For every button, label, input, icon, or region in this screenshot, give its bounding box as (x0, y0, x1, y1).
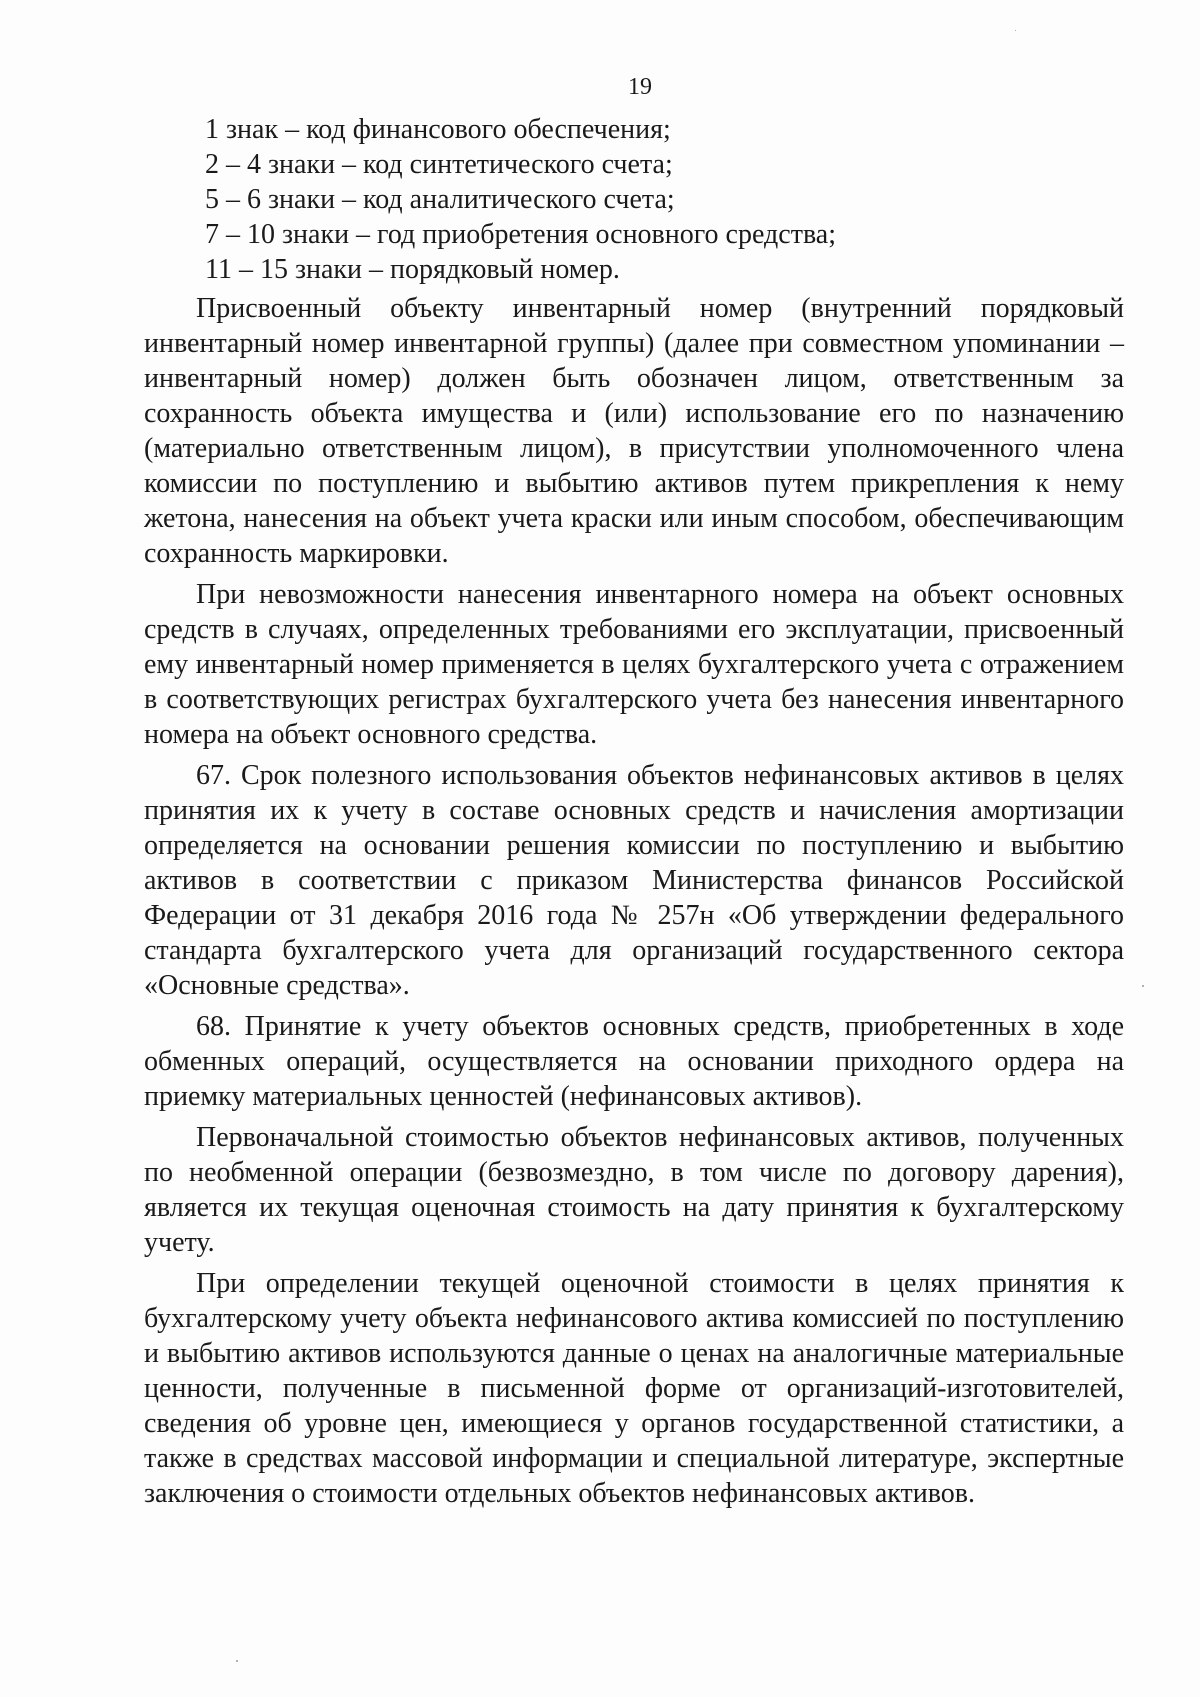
list-item: 7 – 10 знаки – год приобретения основного средства; (205, 219, 836, 250)
paragraph-68-acceptance: 68. Принятие к учету объектов основных средств, приобретенных в ходе обменных операций, осуществляется на основании приходного ордера на приемку материальных ценностей (нефинансовых активов). (144, 1011, 1124, 1112)
page-number: 19 (628, 74, 652, 100)
paragraph-initial-cost: Первоначальной стоимостью объектов нефинансовых активов, полученных по необменной операции (безвозмездно, в том числе по договору дарения), является их текущая оценочная стоимость на дату принятия к бухгалтерскому учету. (144, 1122, 1124, 1258)
paragraph-67-useful-life: 67. Срок полезного использования объектов нефинансовых активов в целях принятия их к учету в составе основных средств и начисления амортизации определяется на основании решения комиссии по поступлению и выбытию активов в соответствии с приказом Министерства финансов Российской Федерации от 31 декабря 2016 года № 257н «Об утверждении федерального стандарта бухгалтерского учета для организаций государственного сектора «Основные средства». (144, 760, 1124, 1001)
list-item: 5 – 6 знаки – код аналитического счета; (205, 184, 675, 215)
paragraph-inventory-number-impossible: При невозможности нанесения инвентарного номера на объект основных средств в случаях, определенных требованиями его эксплуатации, присвоенный ему инвентарный номер применяется в целях бухгалтерского учета с отражением в соответствующих регистрах бухгалтерского учета без нанесения инвентарного номера на объект основного средства. (144, 579, 1124, 750)
paragraph-inventory-number-marking: Присвоенный объекту инвентарный номер (внутренний порядковый инвентарный номер инвентарной группы) (далее при совместном упоминании – инвентарный номер) должен быть обозначен лицом, ответственным за сохранность объекта имущества и (или) использование его по назначению (материально ответственным лицом), в присутствии уполномоченного члена комиссии по поступлению и выбытию активов путем прикрепления к нему жетона, нанесения на объект учета краски или иным способом, обеспечивающим сохранность маркировки. (144, 293, 1124, 569)
list-item: 2 – 4 знаки – код синтетического счета; (205, 149, 673, 180)
scan-speck (1015, 30, 1016, 31)
list-item: 11 – 15 знаки – порядковый номер. (205, 254, 620, 285)
paragraph-current-valuation: При определении текущей оценочной стоимости в целях принятия к бухгалтерскому учету объекта нефинансового актива комиссией по поступлению и выбытию активов используются данные о ценах на аналогичные материальные ценности, полученные в письменной форме от организаций-изготовителей, сведения об уровне цен, имеющиеся у органов государственной статистики, а также в средствах массовой информации и специальной литературе, экспертные заключения о стоимости отдельных объектов нефинансовых активов. (144, 1268, 1124, 1509)
scan-speck (1142, 985, 1144, 987)
scan-speck (236, 1660, 238, 1662)
list-item: 1 знак – код финансового обеспечения; (205, 114, 671, 145)
document-body (144, 112, 1124, 1517)
